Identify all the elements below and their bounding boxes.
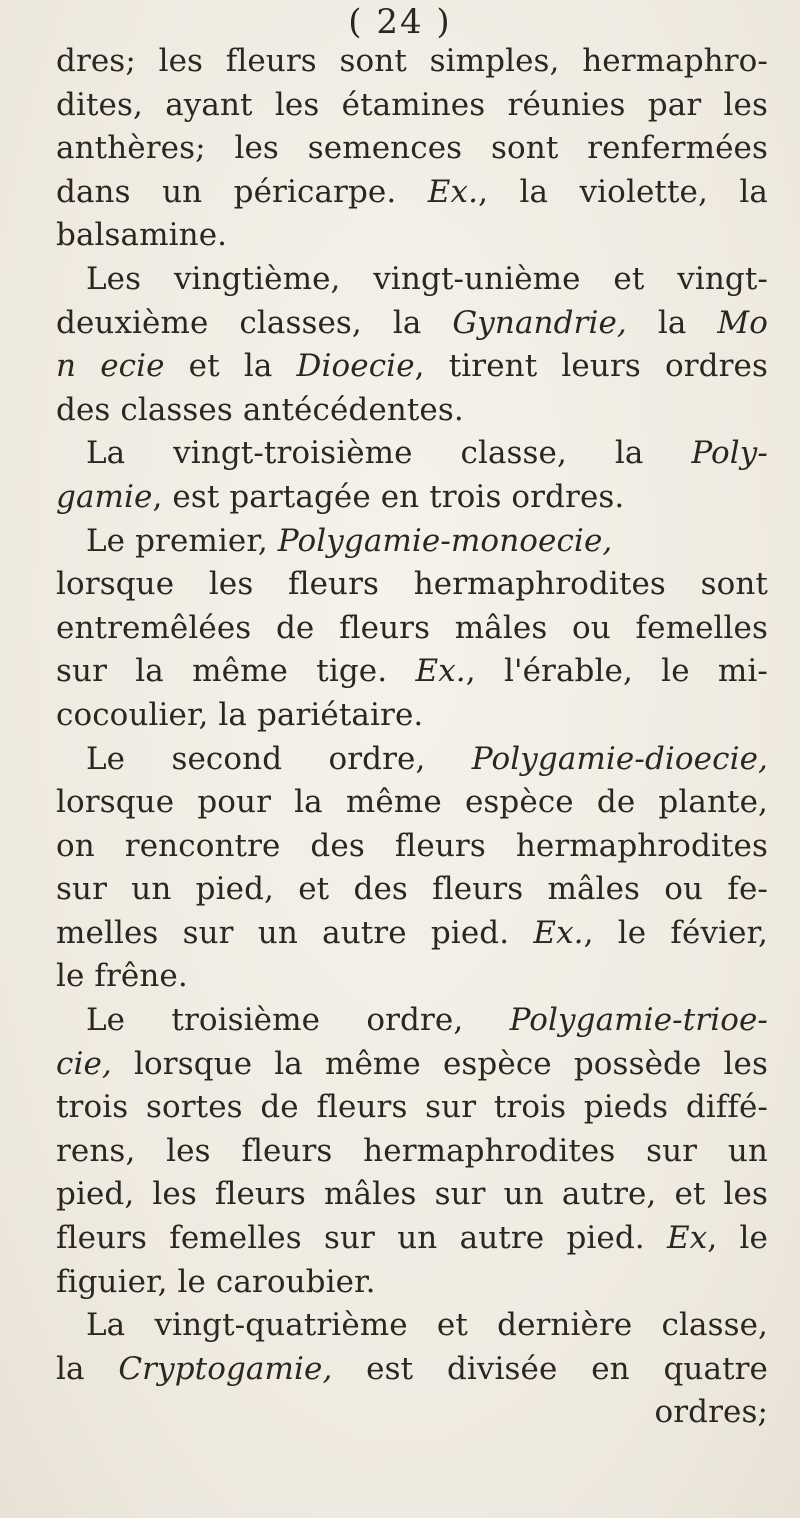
italic-text: Ex: [667, 1220, 708, 1257]
text-line: [56, 912, 768, 956]
text-line: [56, 389, 768, 433]
text-line: [56, 1086, 768, 1130]
text-line: [56, 825, 768, 869]
italic-text: Dioecie: [296, 348, 415, 385]
text-line: [56, 84, 768, 128]
text-fragment: Le troisième ordre,: [86, 1002, 510, 1039]
text-line: [56, 1173, 768, 1217]
text-fragment: sur un pied, et des fleurs mâles ou fe-: [56, 871, 768, 908]
text-fragment: lorsque la même espèce possède les: [111, 1045, 768, 1082]
text-fragment: deuxième classes, la: [56, 304, 453, 341]
text-fragment: dans un péricarpe.: [56, 173, 428, 210]
text-fragment: dites, ayant les étamines réunies par les: [56, 86, 768, 123]
text-line: [56, 1348, 768, 1392]
text-line: [56, 955, 768, 999]
text-line: [56, 476, 768, 520]
text-line: [56, 1043, 768, 1087]
text-fragment: melles sur un autre pied.: [56, 914, 534, 951]
text-line: [56, 432, 768, 476]
text-fragment: ordres;: [654, 1394, 768, 1431]
italic-text: Polygamie-dioecie,: [471, 740, 768, 777]
text-fragment: , tirent leurs ordres: [414, 348, 768, 385]
text-fragment: cocoulier, la pariétaire.: [56, 696, 424, 733]
text-fragment: , le: [707, 1220, 768, 1257]
text-line: [56, 781, 768, 825]
italic-text: cie,: [56, 1045, 112, 1082]
italic-text: Ex.: [427, 173, 479, 210]
text-fragment: figuier, le caroubier.: [56, 1263, 376, 1300]
italic-text: n ecie: [56, 348, 165, 385]
text-fragment: rens, les fleurs hermaphrodites sur un: [56, 1132, 768, 1169]
text-line: [56, 650, 768, 694]
text-line: [56, 1391, 768, 1435]
text-fragment: la: [626, 304, 718, 341]
text-fragment: Les vingtième, vingt-unième et vingt-: [86, 260, 768, 297]
italic-text: Gynandrie,: [452, 304, 627, 341]
text-line: [56, 40, 768, 84]
text-line: [56, 1261, 768, 1305]
text-line: [56, 214, 768, 258]
text-fragment: le frêne.: [56, 958, 188, 995]
text-fragment: trois sortes de fleurs sur trois pieds diffé-: [56, 1089, 768, 1126]
text-fragment: anthères; les semences sont renfermées: [56, 130, 768, 167]
text-fragment: on rencontre des fleurs hermaphrodites: [56, 827, 768, 864]
text-line: [56, 302, 768, 346]
text-line: [56, 563, 768, 607]
italic-text: Cryptogamie,: [118, 1350, 333, 1387]
text-line: [56, 345, 768, 389]
page-number: ( 24 ): [348, 2, 452, 42]
text-fragment: des classes antécédentes.: [56, 391, 464, 428]
text-line: [56, 607, 768, 651]
italic-text: gamie: [56, 478, 153, 515]
text-fragment: fleurs femelles sur un autre pied.: [56, 1220, 667, 1257]
text-line: [56, 127, 768, 171]
text-line: [56, 868, 768, 912]
text-fragment: La vingt-troisième classe, la: [86, 435, 692, 472]
italic-text: Polygamie-monoecie,: [277, 522, 613, 559]
italic-text: Mo: [717, 304, 768, 341]
text-line: [56, 258, 768, 302]
text-fragment: entremêlées de fleurs mâles ou femelles: [56, 609, 768, 646]
text-fragment: Le second ordre,: [86, 740, 472, 777]
text-line: [56, 520, 768, 564]
body-text: [56, 40, 768, 1435]
text-fragment: sur la même tige.: [56, 653, 416, 690]
text-fragment: Le premier,: [86, 522, 278, 559]
text-line: [56, 1130, 768, 1174]
italic-text: Poly-: [691, 435, 768, 472]
text-line: [56, 171, 768, 215]
text-fragment: lorsque les fleurs hermaphrodites sont: [56, 566, 768, 603]
text-fragment: , est partagée en trois ordres.: [152, 478, 625, 515]
italic-text: Ex.: [533, 914, 584, 951]
text-fragment: pied, les fleurs mâles sur un autre, et les: [56, 1176, 768, 1213]
text-fragment: et la: [164, 348, 297, 385]
text-fragment: est divisée en quatre: [332, 1350, 768, 1387]
text-fragment: dres; les fleurs sont simples, hermaphro-: [56, 43, 768, 79]
text-line: [56, 1304, 768, 1348]
text-fragment: balsamine.: [56, 217, 228, 254]
text-line: [56, 694, 768, 738]
text-fragment: la: [56, 1350, 119, 1387]
italic-text: Polygamie-trioe-: [509, 1002, 768, 1039]
text-fragment: lorsque pour la même espèce de plante,: [56, 784, 768, 821]
text-fragment: , la violette, la: [478, 173, 768, 210]
text-line: [56, 999, 768, 1043]
text-fragment: , l'érable, le mi-: [465, 653, 768, 690]
text-fragment: La vingt-quatrième et dernière classe,: [86, 1307, 768, 1344]
text-line: [56, 1217, 768, 1261]
text-fragment: , le févier,: [583, 914, 768, 951]
italic-text: Ex.: [415, 653, 466, 690]
text-line: [56, 738, 768, 782]
